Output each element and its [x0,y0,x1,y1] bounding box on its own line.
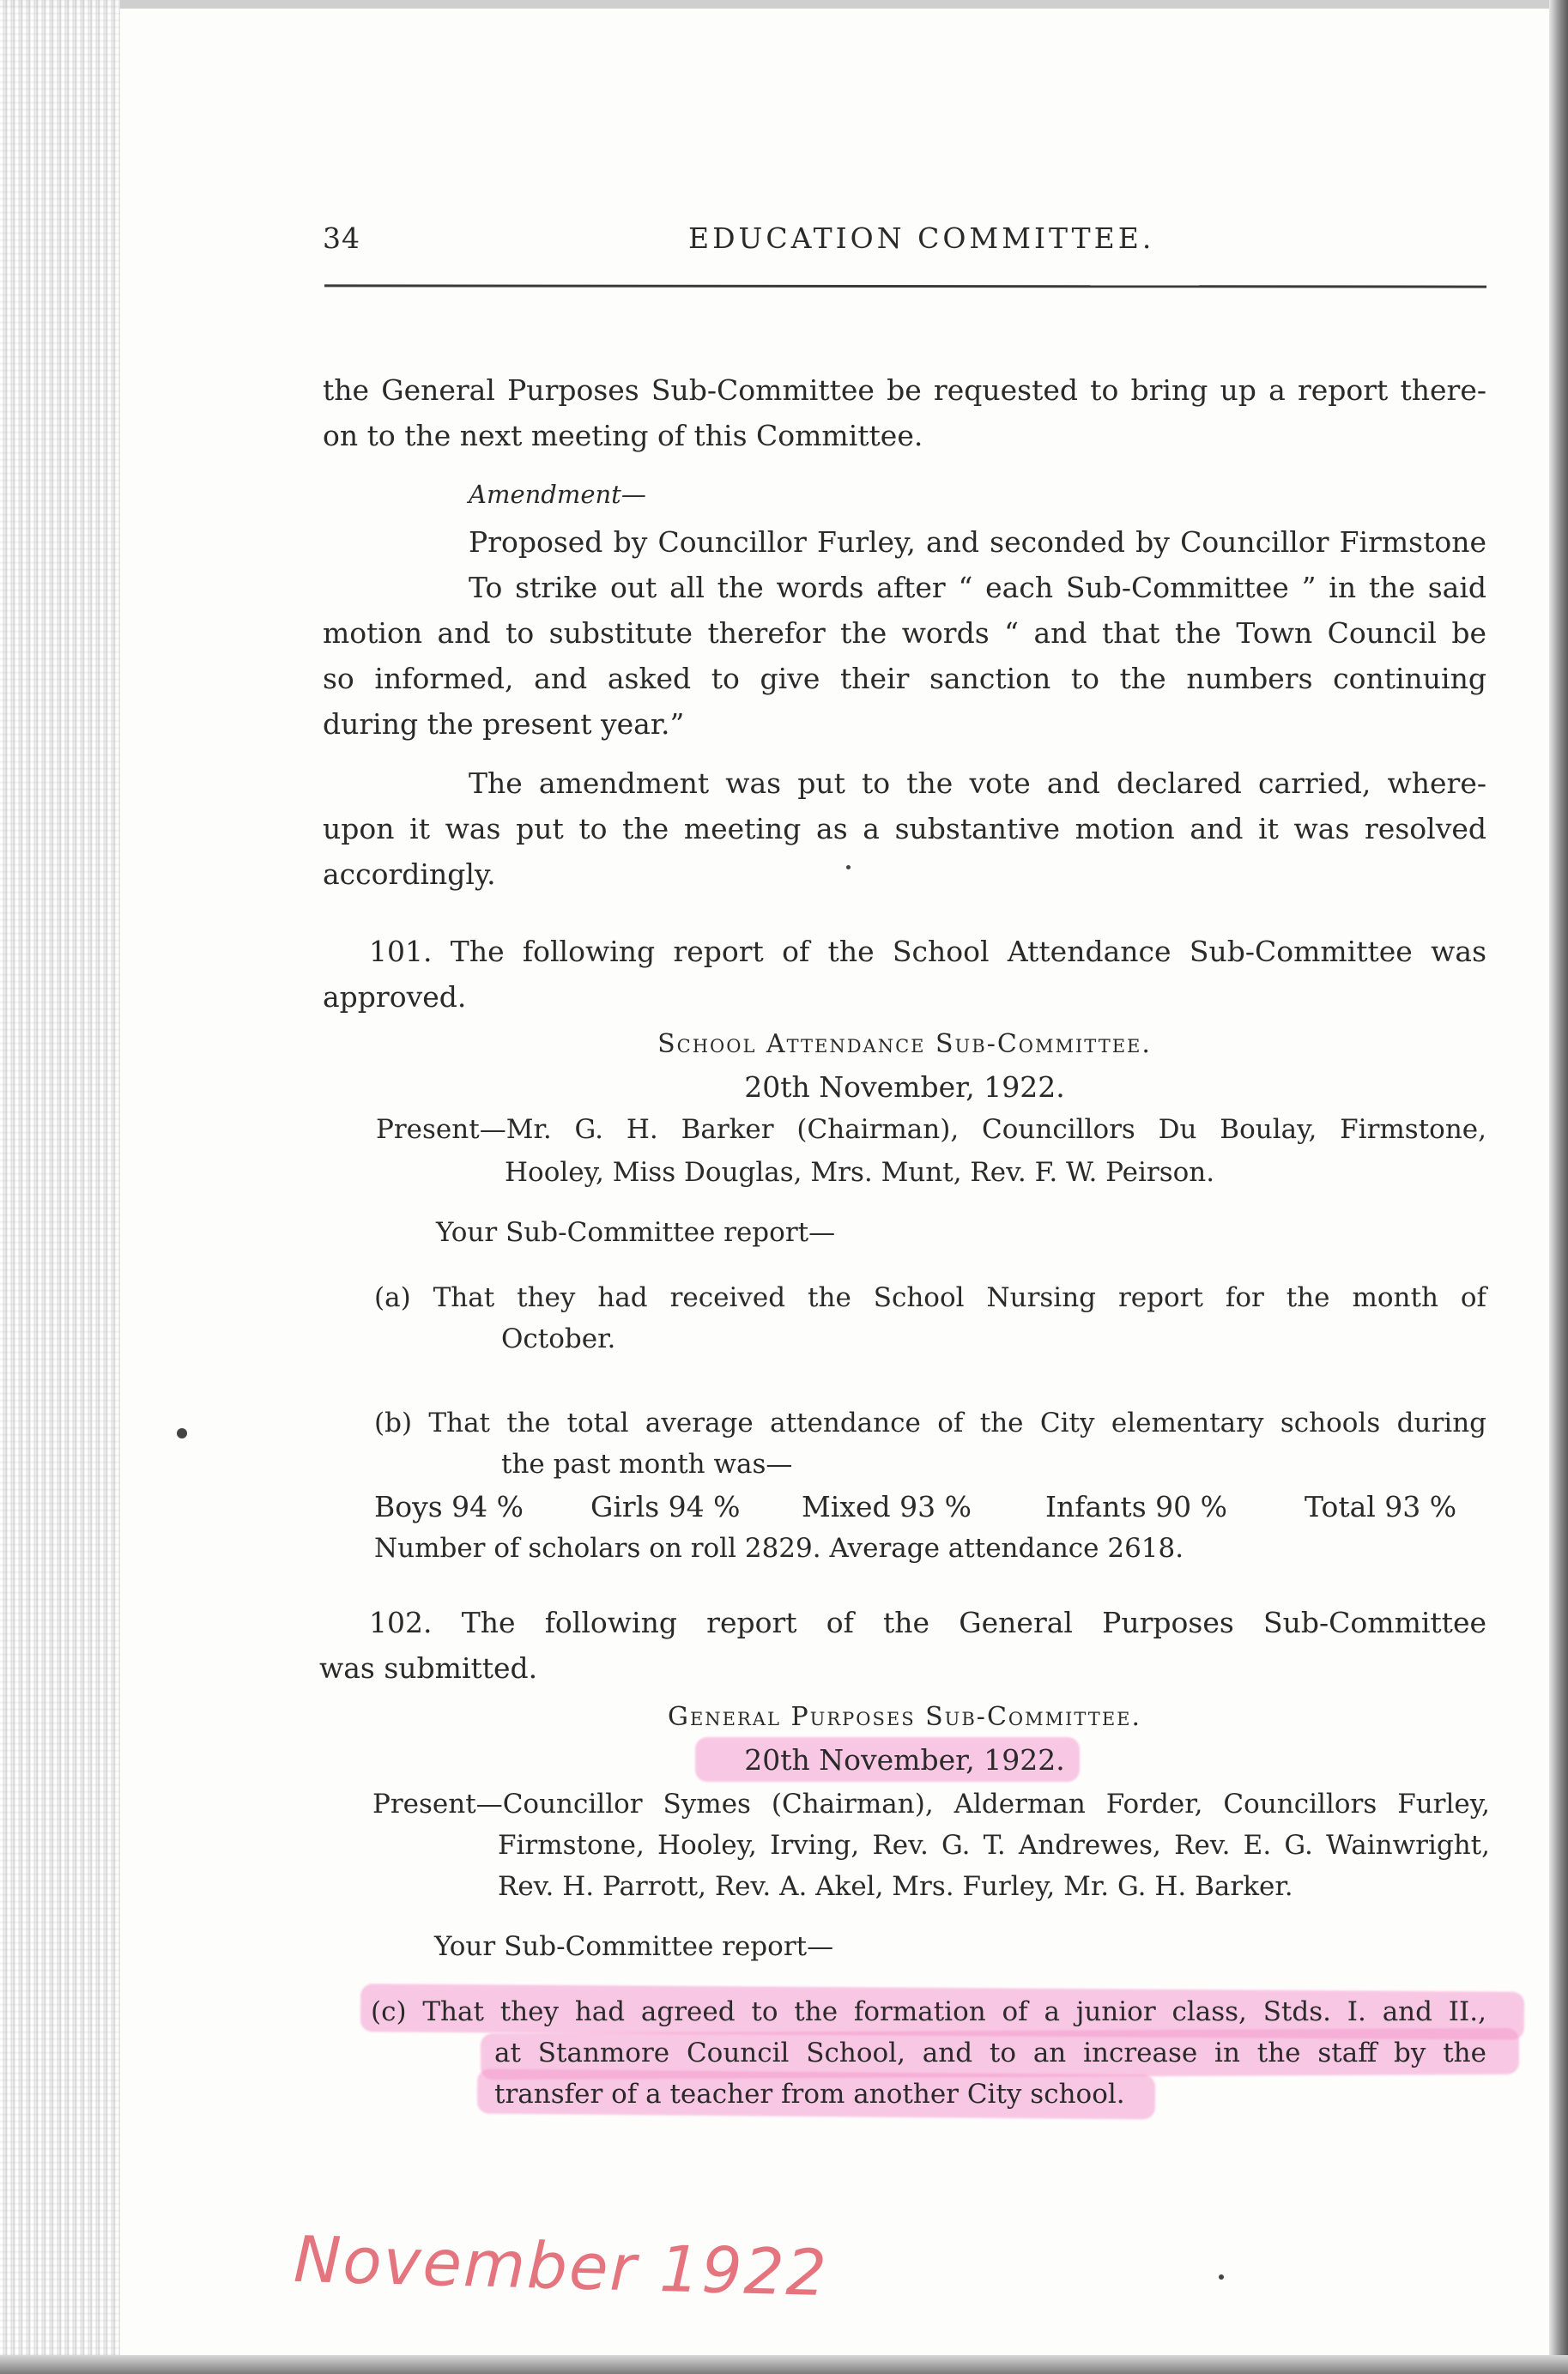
attendance-boys: Boys 94 % [374,1490,524,1523]
meeting-date: 20th November, 1922. [744,1070,1065,1104]
amendment-motion-line: motion and to substitute therefor the words “ and that the Town Council be [323,616,1486,650]
report-item-b: (b) That the total average attendance of the City elementary schools during [374,1408,1486,1438]
scan-speck [846,865,851,869]
continuation-line: on to the next meeting of this Committee. [323,419,923,452]
running-title: EDUCATION COMMITTEE. [688,221,1155,255]
handwritten-date-note: November 1922 [292,2222,829,2311]
amendment-result-line: The amendment was put to the vote and declared carried, where- [469,766,1486,800]
report-item-c: transfer of a teacher from another City school. [494,2079,1125,2110]
report-item-a: (a) That they had received the School Nursing report for the month of [374,1282,1486,1313]
amendment-label: Amendment— [469,480,646,509]
page-edge-right [1549,0,1568,2374]
attendance-girls: Girls 94 % [590,1490,741,1523]
subcommittee-heading: General Purposes Sub-Committee. [667,1702,1142,1732]
present-list: Hooley, Miss Douglas, Mrs. Munt, Rev. F. W. Peirson. [505,1157,1215,1188]
subcommittee-heading: School Attendance Sub-Committee. [657,1029,1152,1059]
present-list: Present—Mr. G. H. Barker (Chairman), Councillors Du Boulay, Firmstone, [376,1114,1486,1145]
meeting-date: 20th November, 1922. [744,1743,1065,1777]
amendment-motion-line: To strike out all the words after “ each Sub-Committee ” in the said [469,571,1486,604]
amendment-result-line: upon it was put to the meeting as a substantive motion and it was resolved [323,812,1486,845]
book-binding-gutter [0,0,120,2374]
amendment-motion-line: during the present year.” [323,707,685,741]
item-101-intro: approved. [323,980,467,1014]
amendment-proposer: Proposed by Councillor Furley, and seconded by Councillor Firmstone [469,525,1486,559]
report-item-c: (c) That they had agreed to the formation of a junior class, Stds. I. and II., [371,1996,1486,2027]
amendment-result-line: accordingly. [323,857,496,891]
page-edge-top [0,0,1568,9]
scan-speck [1219,2274,1224,2280]
continuation-line: the General Purposes Sub-Committee be requested to bring up a report there- [323,373,1486,407]
report-intro: Your Sub-Committee report— [434,1931,834,1962]
running-header [323,221,1486,263]
report-item-c: at Stanmore Council School, and to an increase in the staff by the [494,2038,1486,2068]
header-rule [324,284,1486,288]
report-item-a: October. [501,1323,616,1354]
report-item-b: the past month was— [501,1449,793,1480]
page-edge-bottom [0,2355,1568,2374]
present-list: Firmstone, Hooley, Irving, Rev. G. T. Andrewes, Rev. E. G. Wainwright, [498,1830,1490,1861]
attendance-mixed: Mixed 93 % [802,1490,972,1523]
present-list: Present—Councillor Symes (Chairman), Alderman Forder, Councillors Furley, [372,1789,1490,1820]
amendment-motion-line: so informed, and asked to give their sanction to the numbers continuing [323,662,1486,695]
page-number: 34 [323,221,360,255]
item-101-intro: 101. The following report of the School Attendance Sub-Committee was [369,935,1486,968]
attendance-infants: Infants 90 % [1045,1490,1227,1523]
roll-attendance-line: Number of scholars on roll 2829. Average attendance 2618. [374,1533,1184,1564]
scan-speck [177,1428,187,1438]
item-102-intro: was submitted. [319,1651,538,1685]
item-102-intro: 102. The following report of the General Purposes Sub-Committee [369,1606,1486,1639]
attendance-total: Total 93 % [1305,1490,1457,1523]
present-list: Rev. H. Parrott, Rev. A. Akel, Mrs. Furley, Mr. G. H. Barker. [498,1871,1293,1902]
report-intro: Your Sub-Committee report— [436,1217,836,1248]
